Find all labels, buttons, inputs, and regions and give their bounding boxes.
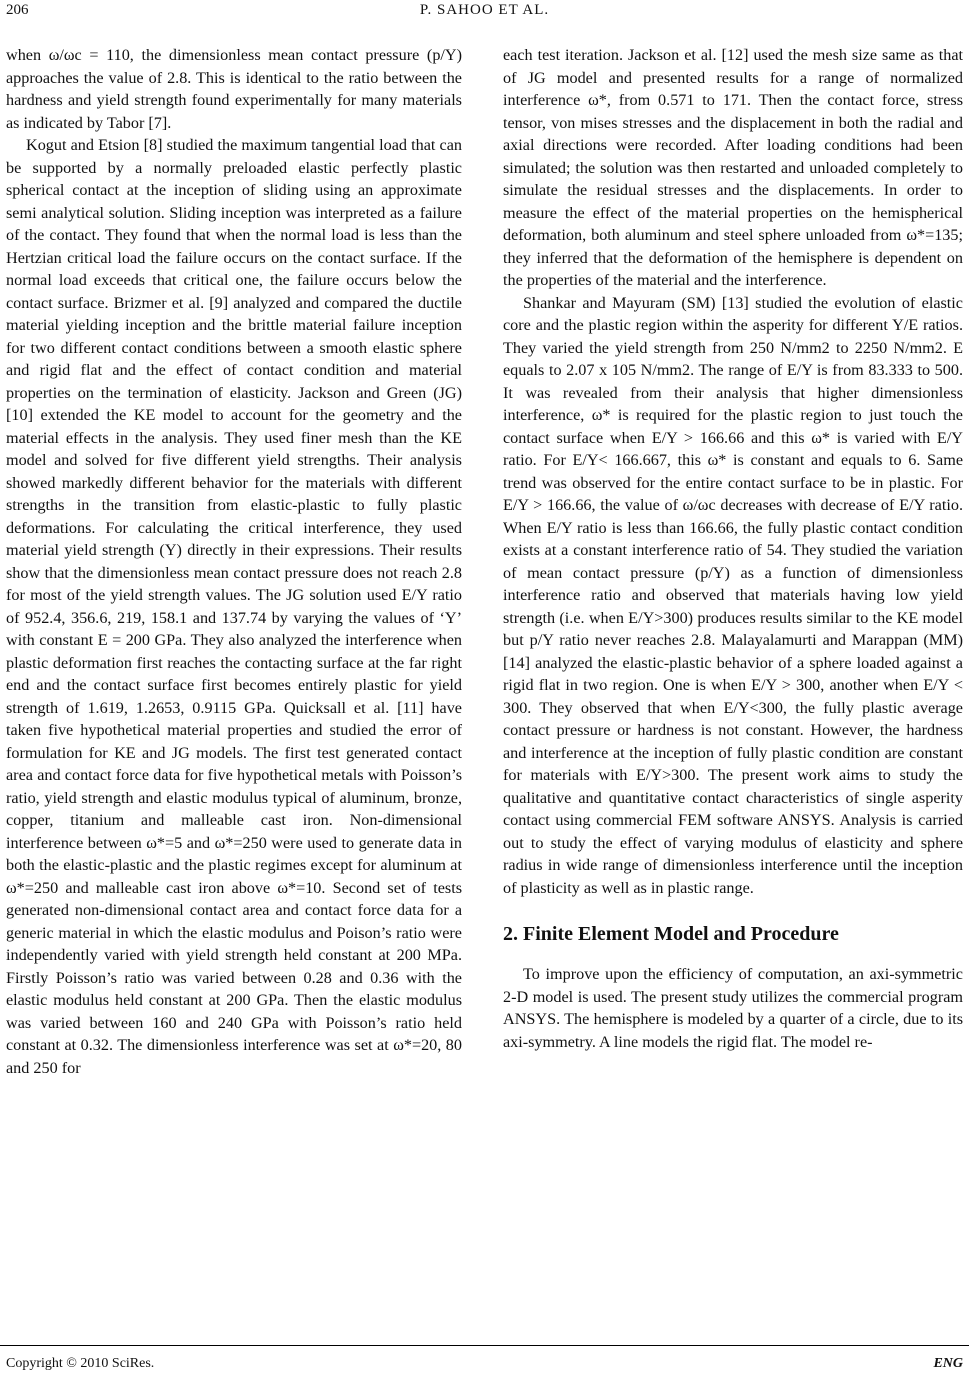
- left-column: [6, 44, 462, 1079]
- left-paragraph-2: Kogut and Etsion [8] studied the maximum tangential load that can be supported by a normally preloaded elastic perfectly plastic spherical contact at the inception of sliding using an approximate semi analytical solution. Sliding inception was interpreted as a failure of the contact. They found that when the normal load is less than the Hertzian critical load the failure occurs on the contact surface. If the normal load exceeds that critical one, the failure occurs below the contact surface. Brizmer et al. [9] analyzed and compared the ductile material yielding inception and the brittle material failure inception for two different contact conditions between a smooth elastic sphere and rigid flat and the effect of contact condition and material properties on the termination of elasticity. Jackson and Green (JG) [10] extended the KE model to account for the geometry and the material effects in the analysis. They used finer mesh than the KE model and solved for five different yield strengths. Their analysis showed markedly different behavior for the materials with different strengths in the transition from elastic-plastic to fully plastic deformations. For calculating the critical interference, they used material yield strength (Y) directly in their expressions. Their results show that the dimensionless mean contact pressure does not reach 2.8 for most of the yield strength values. The JG solution used E/Y ratio of 952.4, 356.6, 219, 158.1 and 137.74 by varying the values of ‘Y’ with constant E = 200 GPa. They also analyzed the interference when plastic deformation first reaches the contacting surface at the far right end and the contact surface first becomes entirely plastic for yield strength of 1.619, 1.2653, 0.9115 GPa. Quicksall et al. [11] have taken five hypothetical material properties and studied the error of formulation for KE and JG models. The first test generated contact area and contact force data for five hypothetical metals with Poisson’s ratio, yield strength and elastic modulus typical of aluminum, bronze, copper, titanium and malleable cast iron. Non-dimensional interference between ω*=5 and ω*=250 were used to generate data in both the elastic-plastic and the plastic regimes except for aluminum at ω*=250 and malleable cast iron above ω*=10. Second set of tests generated non-dimensional contact area and contact force data for a generic material in which the elastic modulus and Poison’s ratio were independently varied with yield strength held constant at 200 MPa. Firstly Poisson’s ratio was varied between 0.28 and 0.36 with the elastic modulus held constant at 200 GPa. Then the elastic modulus was varied between 160 and 240 GPa with Poisson’s ratio held constant at 0.32. The dimensionless interference was set at ω*=20, 80 and 250 for: [6, 136, 462, 1077]
- running-head: P. SAHOO ET AL.: [419, 2, 550, 18]
- right-paragraph-3: To improve upon the efficiency of computation, an axi-symmetric 2-D model is used. The present study utilizes the commercial program ANSYS. The hemisphere is modeled by a quarter of a circle, due to its axi-symmetry. A line models the rigid flat. The model re-: [503, 965, 963, 1051]
- right-paragraph-2: Shankar and Mayuram (SM) [13] studied the evolution of elastic core and the plastic region within the asperity for different Y/E ratios. They varied the yield strength from 250 N/mm2 to 2250 N/mm2. E equals to 2.07 x 105 N/mm2. The range of E/Y is from 83.333 to 500. It was revealed from their analysis that higher dimensionless interference, ω* is required for the plastic region to just touch the contact surface when E/Y > 166.66 and this ω* is varied with E/Y ratio. For E/Y< 166.667, this ω* is constant and equals to 6. Same trend was observed for the entire contact surface to be in plastic. For E/Y > 166.66, the value of ω/ωc decreases with decrease of E/Y ratio. When E/Y ratio is less than 166.66, the fully plastic contact condition exists at a constant interference ratio of 54. They studied the variation of mean contact pressure (p/Y) as a function of dimensionless interference ratio and observed that materials having low yield strength (i.e. when E/Y>300) produces results similar to the KE model but p/Y ratio never reaches 2.8. Malayalamurti and Marappan (MM) [14] analyzed the elastic-plastic behavior of a sphere loaded against a rigid flat in two region. One is when E/Y > 300, another when E/Y < 300. They observed that when E/Y<300, the fully plastic average contact pressure or hardness is not constant. However, the hardness and interference at the inception of fully plastic condition are constant for materials with E/Y>300. The present work aims to study the qualitative and quantitative contact characteristics of single asperity contact using commercial FEM software ANSYS. Analysis is carried out to study the effect of varying modulus of elasticity and sphere radius in wide range of dimensionless interference until the inception of plasticity as well as in plastic range.: [503, 293, 963, 897]
- copyright-notice: Copyright © 2010 SciRes.: [6, 1356, 155, 1371]
- right-column: [503, 44, 963, 1053]
- section-heading: 2. Finite Element Model and Procedure: [503, 923, 839, 945]
- page-number: 206: [6, 2, 29, 18]
- page-footer: [0, 1345, 969, 1386]
- right-paragraph-1: each test iteration. Jackson et al. [12] used the mesh size same as that of JG model and presented results for a range of normalized interference ω*, from 0.571 to 171. Then the contact force, stress tensor, von mises stresses and the displacement in both the radial and axial directions were recorded. After loading conditions had been simulated; the solution was then restarted and unloaded completely to simulate the residual stresses and the displacements. In order to measure the effect of the material properties on the hemispherical deformation, both aluminum and steel sphere unloaded from ω*=135; they inferred that the deformation of the hemisphere is dependent on the properties of the material and the interference.: [503, 46, 963, 289]
- page-header: [0, 0, 969, 34]
- journal-abbrev: ENG: [933, 1356, 963, 1371]
- left-paragraph-1: when ω/ωc = 110, the dimensionless mean contact pressure (p/Y) approaches the value of 2.8. This is identical to the ratio between the hardness and yield strength found experimentally for many materials as indicated by Tabor [7].: [6, 46, 462, 132]
